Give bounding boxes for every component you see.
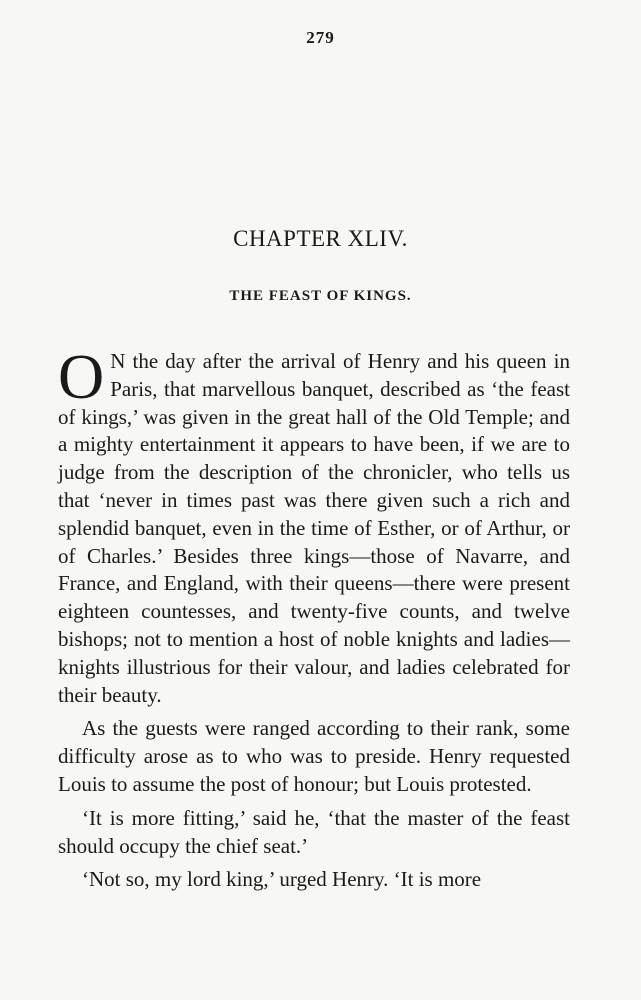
paragraph-2: As the guests were ranged according to their rank, some difficulty arose as to who was to preside. Henry requested Louis to assume the post of honour; but Louis protested. — [58, 716, 570, 796]
drop-cap: O — [58, 341, 105, 412]
section-title: THE FEAST OF KINGS. — [229, 288, 412, 304]
paragraph-1-text: N the day after the arrival of Henry and his queen in Paris, that marvellous banquet, described as ‘the feast of kings,’ was given in the great hall of the Old Temple; and a mighty entertainment it appears to have been, if we are to judge from the description of the chronicler, who tells us that ‘never in times past was there given such a rich and splendid banquet, even in the time of Esther, or of Arthur, or of Charles.’ Besides three kings—those of Navarre, and France, and England, with their queens—there were present eighteen countesses, and twenty-five counts, and twelve bishops; not to mention a host of noble knights and ladies—knights illustrious for their valour, and ladies celebrated for their beauty. — [58, 349, 570, 707]
body-text — [58, 341, 570, 900]
paragraph-3: ‘It is more fitting,’ said he, ‘that the master of the feast should occupy the chief seat.’ — [58, 805, 570, 858]
paragraph-4: ‘Not so, my lord king,’ urged Henry. ‘It is more — [82, 867, 482, 892]
chapter-title: CHAPTER XLIV. — [233, 226, 408, 251]
paragraph-1 — [58, 341, 570, 709]
page-number: 279 — [306, 28, 335, 47]
